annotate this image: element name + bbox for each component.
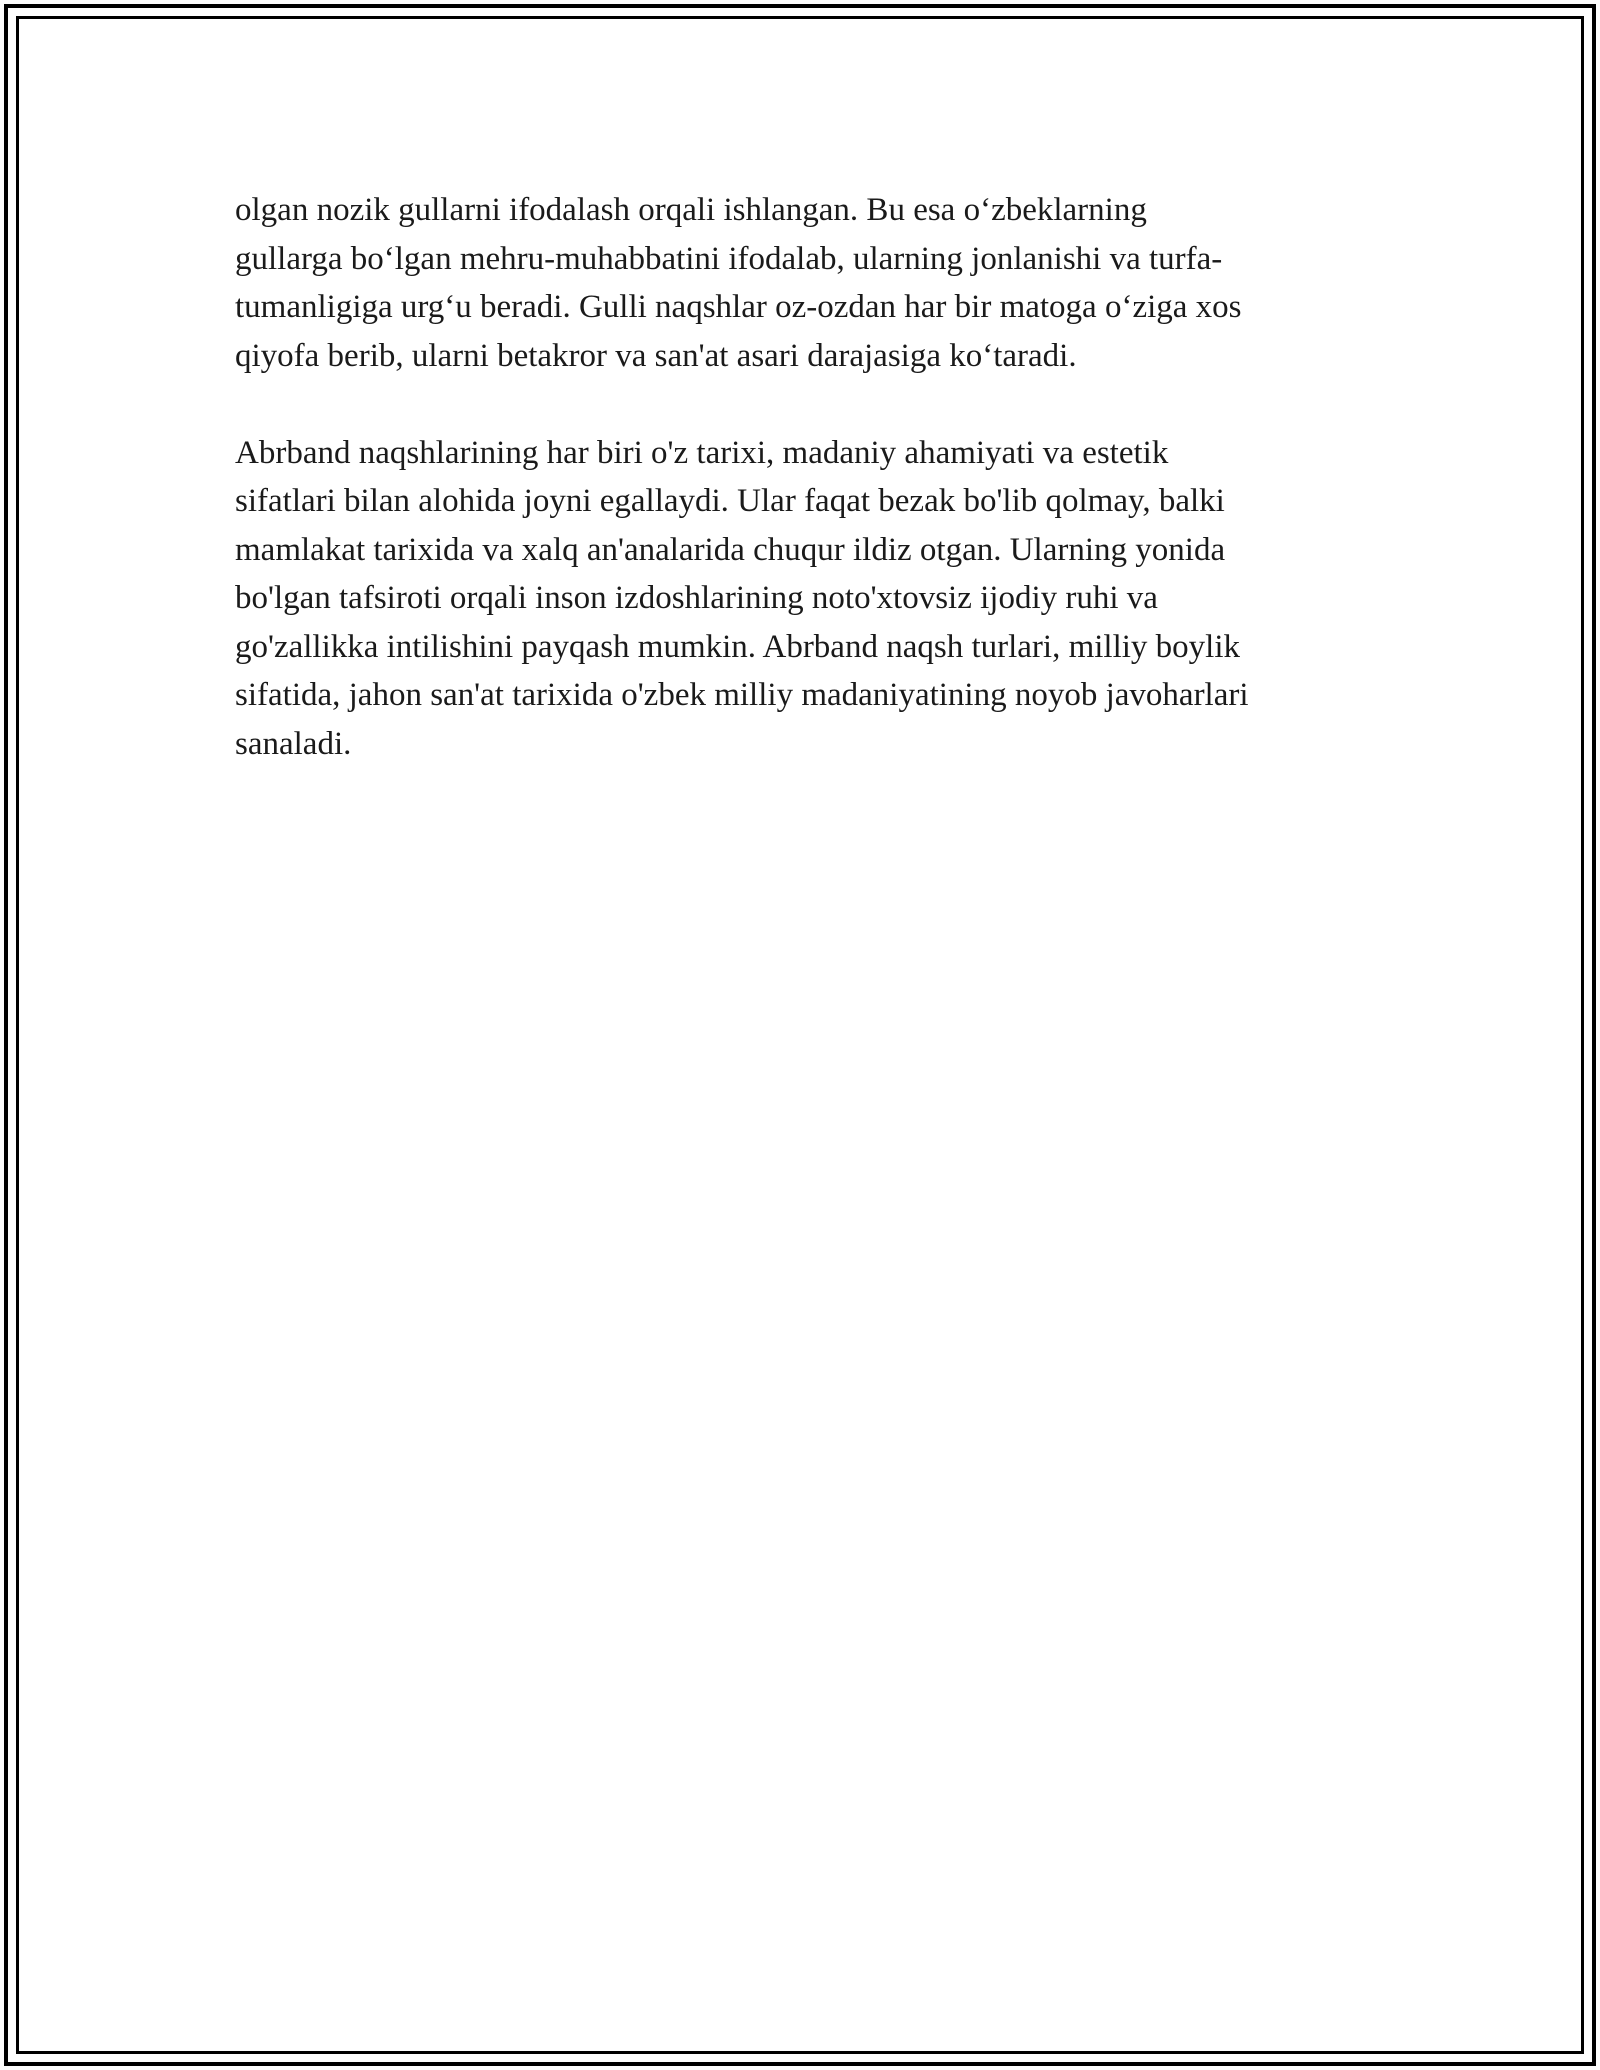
- paragraph-1: olgan nozik gullarni ifodalash orqali ishlangan. Bu esa o‘zbeklarning gullarga bo‘lgan mehru-muhabbatini ifodalab, ularning jonlanishi va turfa- tumanligiga urg‘u beradi. Gulli naqshlar oz-ozdan har bir matoga o‘ziga xos qiyofa berib, ularni betakror va san'at asari darajasiga ko‘taradi.: [235, 192, 1242, 374]
- paragraph-2: Abrband naqshlarining har biri o'z tarixi, madaniy ahamiyati va estetik sifatlari bilan alohida joyni egallaydi. Ular faqat bezak bo'lib qolmay, balki mamlakat tarixida va xalq an'analarida chuqur ildiz otgan. Ularning yonida bo'lgan tafsiroti orqali inson izdoshlarining noto'xtovsiz ijodiy ruhi va go'zallikka intilishini payqash mumkin. Abrband naqsh turlari, milliy boylik sifatida, jahon san'at tarixida o'zbek milliy madaniyatining noyob javoharlari sanaladi.: [235, 434, 1249, 762]
- document-body: [235, 186, 1375, 817]
